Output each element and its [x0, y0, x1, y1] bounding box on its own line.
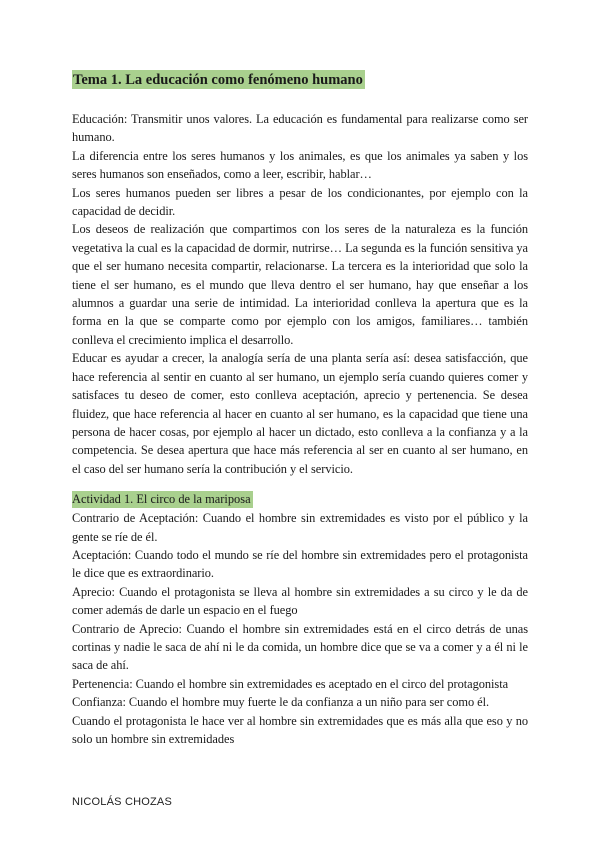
- section-spacer: [72, 478, 528, 490]
- activity-paragraph: Contrario de Aprecio: Cuando el hombre sin extremidades está en el circo detrás de unas cortinas y nadie le saca de ahí ni le da comida, un hombre dice que se va a comer y a él ni le saca de ahí.: [72, 621, 528, 673]
- activity-paragraph: Confianza: Cuando el hombre muy fuerte le da confianza a un niño para ser como él.: [72, 695, 490, 710]
- paragraph: Los seres humanos pueden ser libres a pesar de los condicionantes, por ejemplo con la capacidad de decidir.: [72, 185, 528, 219]
- paragraph: La diferencia entre los seres humanos y los animales, es que los animales ya saben y los seres humanos son enseñados, como a leer, escribir, hablar…: [72, 148, 528, 182]
- activity-paragraph: Cuando el protagonista le hace ver al hombre sin extremidades que es más alla que eso y no solo un hombre sin extremidades: [72, 713, 528, 746]
- activity-paragraph: Pertenencia: Cuando el hombre sin extremidades es aceptado en el circo del protagonista: [72, 676, 509, 691]
- paragraph: Los deseos de realización que compartimos con los seres de la naturaleza es la función vegetativa la cual es la capacidad de dormir, nutrirse… La segunda es la función sensitiva ya que el ser humano necesita compartir, relacionarse. La tercera es la interioridad que solo la tiene el ser humano, es el mundo que lleva dentro el ser humano, hay que enseñar a los alumnos a guardar una serie de intimidad. La interioridad conlleva la apertura que es la forma en la que se comparte como por ejemplo con los amigos, familiares… también conlleva el crecimiento implica el desarrollo.: [72, 222, 528, 347]
- footer-author: NICOLÁS CHOZAS: [72, 796, 172, 808]
- paragraph: Educación: Transmitir unos valores. La educación es fundamental para realizarse como ser humano.: [72, 112, 528, 145]
- activity-paragraph: Aceptación: Cuando todo el mundo se ríe del hombre sin extremidades pero el protagonista le dice que es extraordinario.: [72, 547, 528, 581]
- activity-paragraph: Aprecio: Cuando el protagonista se lleva al hombre sin extremidades a su circo y le da de comer además de darle un espacio en el fuego: [72, 584, 528, 618]
- document-page: [72, 70, 528, 748]
- section-title: Tema 1. La educación como fenómeno humano: [73, 72, 363, 88]
- activity-paragraph: Contrario de Aceptación: Cuando el hombre sin extremidades es visto por el público y la gente se ríe de él.: [72, 511, 528, 544]
- activity-title: Actividad 1. El circo de la mariposa: [72, 492, 251, 507]
- paragraph: Educar es ayudar a crecer, la analogía sería de una planta sería así: desea satisfacción, que hace referencia al sentir en cuanto al ser humano, un ejemplo sería cuando quieres comer y satisfaces tu deseo de comer, esto conlleva aceptación, aprecio y pertenencia. Se desea fluidez, que hace referencia al hacer en cuanto al ser humano, es la capacidad que tiene una persona de hacer cosas, por ejemplo al hacer un dictado, esto conlleva a la confianza y a la competencia. Se desea apertura que hace más referencia al ser en cuanto al ser humano, en el caso del ser humano sería la contribución y el servicio.: [72, 351, 528, 476]
